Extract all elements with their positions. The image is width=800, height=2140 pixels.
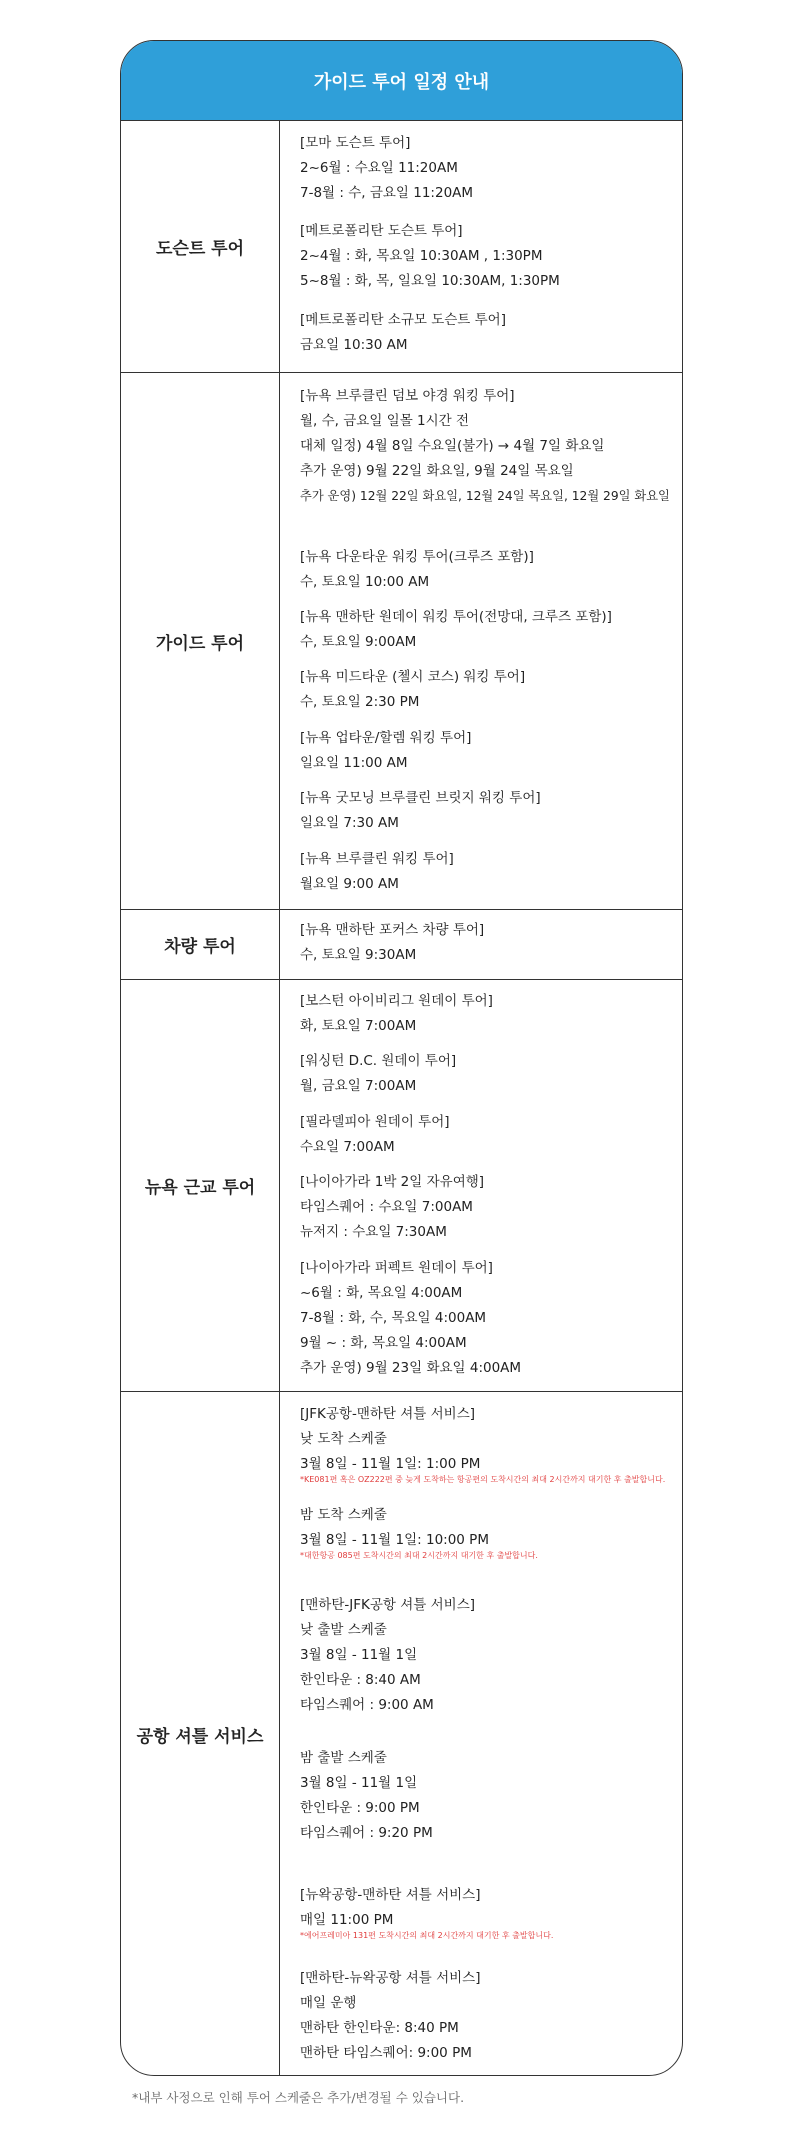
tour-name: [메트로폴리탄 소규모 도슨트 투어] xyxy=(300,312,506,328)
schedule-content xyxy=(280,910,682,979)
section-docent-tour xyxy=(121,121,682,373)
schedule-line: 수, 토요일 2:30 PM xyxy=(300,694,420,710)
schedule-line: 수, 토요일 9:30AM xyxy=(300,947,417,963)
section-guide-tour xyxy=(121,373,682,910)
schedule-line: 대체 일정) 4월 8일 수요일(불가) → 4월 7일 화요일 xyxy=(300,438,605,454)
category-label: 공항 셔틀 서비스 xyxy=(121,1392,280,2076)
schedule-line: 일요일 11:00 AM xyxy=(300,755,408,771)
schedule-content xyxy=(280,121,682,372)
schedule-line: 밤 도착 스케줄 xyxy=(300,1507,387,1523)
schedule-line: 3월 8일 - 11월 1일: 10:00 PM xyxy=(300,1532,489,1548)
schedule-line: 추가 운영) 12월 22일 화요일, 12월 24일 목요일, 12월 29일 화요일 xyxy=(300,489,670,503)
schedule-line: 수, 토요일 10:00 AM xyxy=(300,574,430,590)
schedule-line: 추가 운영) 9월 23일 화요일 4:00AM xyxy=(300,1360,522,1376)
schedule-line: 타임스퀘어 : 9:00 AM xyxy=(300,1697,434,1713)
schedule-line: ~6월 : 화, 목요일 4:00AM xyxy=(300,1285,463,1301)
tour-name: [JFK공항-맨하탄 셔틀 서비스] xyxy=(300,1406,475,1422)
tour-name: [맨하탄-JFK공항 셔틀 서비스] xyxy=(300,1597,475,1613)
schedule-line: 낮 출발 스케줄 xyxy=(300,1622,387,1638)
tour-name: [필라델피아 원데이 투어] xyxy=(300,1114,450,1130)
category-label: 뉴욕 근교 투어 xyxy=(121,980,280,1391)
schedule-line: 매일 운행 xyxy=(300,1995,357,2011)
schedule-line: 3월 8일 - 11월 1일: 1:00 PM xyxy=(300,1456,481,1472)
schedule-line: 금요일 10:30 AM xyxy=(300,337,408,353)
schedule-line: 한인타운 : 9:00 PM xyxy=(300,1800,420,1816)
tour-name: [모마 도슨트 투어] xyxy=(300,135,411,151)
shuttle-note: *대한항공 085편 도착시간의 최대 2시간까지 대기한 후 출발합니다. xyxy=(300,1551,538,1560)
category-label: 차량 투어 xyxy=(121,910,280,979)
tour-name: [뉴욕 굿모닝 브루클린 브릿지 워킹 투어] xyxy=(300,790,541,806)
schedule-content xyxy=(280,373,682,909)
schedule-line: 3월 8일 - 11월 1일 xyxy=(300,1775,418,1791)
schedule-line: 2~6월 : 수요일 11:20AM xyxy=(300,160,458,176)
schedule-content xyxy=(280,980,682,1391)
tour-name: [워싱턴 D.C. 원데이 투어] xyxy=(300,1053,457,1069)
schedule-content xyxy=(280,1392,682,2076)
tour-name: [뉴욕 브루클린 워킹 투어] xyxy=(300,851,454,867)
shuttle-note: *KE081편 혹은 OZ222편 중 늦게 도착하는 항공편의 도착시간의 최대 2시간까지 대기한 후 출발합니다. xyxy=(300,1475,666,1484)
schedule-line: 낮 도착 스케줄 xyxy=(300,1431,387,1447)
schedule-line: 7-8월 : 수, 금요일 11:20AM xyxy=(300,185,474,201)
schedule-line: 타임스퀘어 : 수요일 7:00AM xyxy=(300,1199,473,1215)
schedule-line: 밤 출발 스케줄 xyxy=(300,1750,387,1766)
schedule-line: 월, 수, 금요일 일몰 1시간 전 xyxy=(300,413,470,429)
schedule-line: 맨하탄 한인타운: 8:40 PM xyxy=(300,2020,459,2036)
tour-name: [뉴욕 미드타운 (첼시 코스) 워킹 투어] xyxy=(300,669,526,685)
footer-note: *내부 사정으로 인해 투어 스케줄은 추가/변경될 수 있습니다. xyxy=(132,2090,465,2105)
schedule-line: 월요일 9:00 AM xyxy=(300,876,399,892)
schedule-line: 월, 금요일 7:00AM xyxy=(300,1078,417,1094)
schedule-line: 2~4월 : 화, 목요일 10:30AM , 1:30PM xyxy=(300,248,543,264)
tour-name: [뉴욕 업타운/할렘 워킹 투어] xyxy=(300,730,472,746)
schedule-line: 한인타운 : 8:40 AM xyxy=(300,1672,421,1688)
schedule-card xyxy=(120,40,683,2076)
schedule-line: 9월 ~ : 화, 목요일 4:00AM xyxy=(300,1335,467,1351)
section-nearby-tour xyxy=(121,980,682,1392)
schedule-line: 5~8월 : 화, 목, 일요일 10:30AM, 1:30PM xyxy=(300,273,560,289)
category-label: 가이드 투어 xyxy=(121,373,280,909)
tour-name: [뉴욕 다운타운 워킹 투어(크루즈 포함)] xyxy=(300,549,534,565)
schedule-line: 일요일 7:30 AM xyxy=(300,815,399,831)
tour-name: [맨하탄-뉴왁공항 셔틀 서비스] xyxy=(300,1970,481,1986)
schedule-line: 3월 8일 - 11월 1일 xyxy=(300,1647,418,1663)
schedule-line: 7-8월 : 화, 수, 목요일 4:00AM xyxy=(300,1310,487,1326)
schedule-line: 수요일 7:00AM xyxy=(300,1139,395,1155)
section-airport-shuttle xyxy=(121,1392,682,2076)
tour-name: [뉴왁공항-맨하탄 셔틀 서비스] xyxy=(300,1887,481,1903)
tour-name: [나이아가라 퍼펙트 원데이 투어] xyxy=(300,1260,493,1276)
tour-name: [뉴욕 맨하탄 포커스 차량 투어] xyxy=(300,922,485,938)
tour-name: [뉴욕 브루클린 덤보 야경 워킹 투어] xyxy=(300,388,515,404)
shuttle-note: *에어프레미아 131편 도착시간의 최대 2시간까지 대기한 후 출발합니다. xyxy=(300,1931,554,1940)
category-label: 도슨트 투어 xyxy=(121,121,280,372)
section-vehicle-tour xyxy=(121,910,682,980)
tour-name: [뉴욕 맨하탄 원데이 워킹 투어(전망대, 크루즈 포함)] xyxy=(300,609,612,625)
tour-name: [나이아가라 1박 2일 자유여행] xyxy=(300,1174,485,1190)
schedule-line: 타임스퀘어 : 9:20 PM xyxy=(300,1825,433,1841)
tour-name: [메트로폴리탄 도슨트 투어] xyxy=(300,223,463,239)
schedule-line: 뉴저지 : 수요일 7:30AM xyxy=(300,1224,447,1240)
tour-name: [보스턴 아이비리그 원데이 투어] xyxy=(300,993,493,1009)
page-title: 가이드 투어 일정 안내 xyxy=(121,41,682,121)
schedule-line: 화, 토요일 7:00AM xyxy=(300,1018,417,1034)
schedule-line: 매일 11:00 PM xyxy=(300,1912,394,1928)
schedule-line: 수, 토요일 9:00AM xyxy=(300,634,417,650)
schedule-line: 맨하탄 타임스퀘어: 9:00 PM xyxy=(300,2045,472,2061)
schedule-line: 추가 운영) 9월 22일 화요일, 9월 24일 목요일 xyxy=(300,463,574,479)
